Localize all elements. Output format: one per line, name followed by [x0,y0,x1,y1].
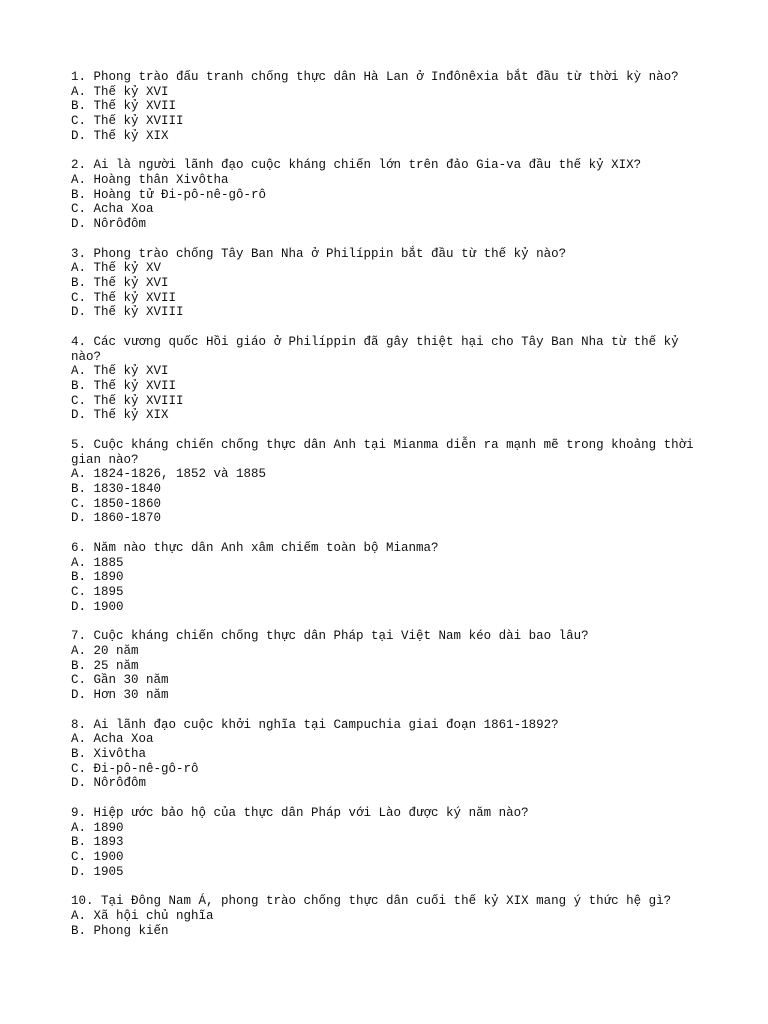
question-block [71,629,701,703]
answer-option: A. Acha Xoa [71,732,154,747]
answer-option: B. Xivôtha [71,747,147,761]
answer-option: B. Phong kiến [71,923,169,938]
question-block [71,718,701,792]
answer-option: C. 1895 [71,585,124,600]
answer-option: A. 1885 [71,555,124,570]
answer-option: B. 1893 [71,835,124,850]
answer-option: A. Xã hội chủ nghĩa [71,908,214,923]
question-block [71,541,701,615]
answer-option: C. Thế kỷ XVII [71,290,177,305]
answer-option: D. Thế kỷ XIX [71,128,169,143]
answer-option: C. Gần 30 năm [71,673,169,688]
answer-option: C. 1900 [71,850,124,865]
question-text: 10. Tại Đông Nam Á, phong trào chống thực dân cuối thế kỷ XIX mang ý thức hệ gì? [71,894,672,909]
question-text: 4. Các vương quốc Hồi giáo ở Philíppin đã gây thiệt hại cho Tây Ban Nha từ thế kỷ nào? [71,334,687,364]
question-text: 6. Năm nào thực dân Anh xâm chiếm toàn bộ Mianma? [71,540,439,555]
question-block [71,247,701,321]
question-text: 3. Phong trào chống Tây Ban Nha ở Philíppin bắt đầu từ thế kỷ nào? [71,246,567,261]
answer-option: B. 1830-1840 [71,482,162,497]
answer-option: A. 1824-1826, 1852 và 1885 [71,467,267,482]
answer-option: B. Hoàng tử Đi-pô-nê-gô-rô [71,187,267,202]
answer-option: A. 1890 [71,820,124,835]
question-block [71,335,701,423]
quiz-document [71,70,701,953]
answer-option: A. Thế kỷ XV [71,261,162,276]
question-text: 8. Ai lãnh đạo cuộc khởi nghĩa tại Campuchia giai đoạn 1861-1892? [71,717,559,732]
question-block [71,70,701,144]
answer-option: A. Thế kỷ XVI [71,84,169,99]
question-block [71,806,701,880]
answer-option: C. Đi-pô-nê-gô-rô [71,761,199,776]
answer-option: D. 1900 [71,599,124,614]
answer-option: D. 1860-1870 [71,511,162,526]
question-block [71,158,701,232]
answer-option: A. 20 năm [71,643,139,658]
answer-option: D. Nôrôđôm [71,776,147,791]
answer-option: A. Hoàng thân Xivôtha [71,173,229,188]
answer-option: D. Nôrôđôm [71,217,147,232]
question-block [71,438,701,526]
answer-option: D. Thế kỷ XVIII [71,305,184,320]
answer-option: C. Thế kỷ XVIII [71,114,184,129]
answer-option: B. Thế kỷ XVII [71,99,177,114]
question-text: 9. Hiệp ước bảo hộ của thực dân Pháp với Lào được ký năm nào? [71,805,529,820]
answer-option: B. 25 năm [71,658,139,673]
answer-option: A. Thế kỷ XVI [71,364,169,379]
answer-option: C. Acha Xoa [71,202,154,217]
answer-option: D. Hơn 30 năm [71,688,169,703]
answer-option: C. 1850-1860 [71,496,162,511]
answer-option: B. Thế kỷ XVI [71,276,169,291]
answer-option: B. 1890 [71,570,124,585]
question-text: 1. Phong trào đấu tranh chống thực dân Hà Lan ở Inđônêxia bắt đầu từ thời kỳ nào? [71,70,679,84]
answer-option: D. Thế kỷ XIX [71,408,169,423]
question-text: 7. Cuộc kháng chiến chống thực dân Pháp tại Việt Nam kéo dài bao lâu? [71,629,589,644]
question-text: 5. Cuộc kháng chiến chống thực dân Anh tại Mianma diễn ra mạnh mẽ trong khoảng thời gian nào? [71,437,702,467]
answer-option: B. Thế kỷ XVII [71,379,177,394]
question-block [71,894,701,938]
answer-option: D. 1905 [71,864,124,879]
answer-option: C. Thế kỷ XVIII [71,393,184,408]
question-text: 2. Ai là người lãnh đạo cuộc kháng chiến lớn trên đảo Gia-va đầu thế kỷ XIX? [71,158,642,173]
